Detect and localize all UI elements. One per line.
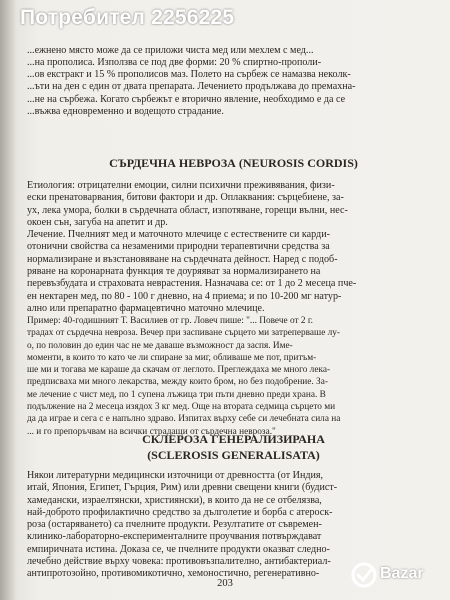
text-line: ...ъти на ден с един от двата препарата. Лечението продължава до премахна- [27,81,356,93]
cardiac-neurosis-paragraph [27,180,440,315]
watermark-text: Bazar [380,565,424,582]
text-line: ...ежнено място може да се приложи чиста мед или мехлем с мед... [27,44,314,56]
text-line: роза (остаряването) са пчелните продукти. Резултатите от съвремен- [27,519,322,531]
text-line: подължение на 2 месеца изядох 3 кг мед. Още на втората седмица сърцето ми [27,402,336,413]
text-line: ше ми и тогава ме караше да скачам от леглото. Преглеждаха ме много лека- [27,365,331,376]
text-line: ално или препаратно фармацевтично маточно млечице. [27,302,265,314]
text-line: предписваха ми много лекарства, между които бром, но без подобрение. За- [27,377,328,388]
text-line: емпиричната истина. Доказа се, че пчелните продукти оказват следно- [27,543,330,555]
text-line: итай, Япония, Египет, Гърция, Рим) или древни свещени книги (будист- [27,482,338,494]
text-line: най-доброто профилактично средство за дълголетие и борба с атероск- [27,506,333,518]
text-line: клинико-лабораторно-експерименталните проучвания потвърждават [27,531,322,543]
page-number: 203 [217,578,233,589]
example-paragraph [27,316,440,439]
bazar-logo-icon [350,561,380,589]
text-line: да да играе и сега с е напълно здраво. Изпитах върху себе си лечебната сила на [27,414,341,425]
text-line: ух, лека умора, болки в сърдечната област, изпотяване, горещи вълни, нес- [27,204,348,216]
text-line: ме лечение с чист мед, по 1 супена лъжица три пъти дневно преди храна. В [27,389,326,400]
text-line: ...не на сърбежа. Когато сърбежът е вторично явление, необходимо е да се [27,93,346,105]
text-line: Някои литературни медицински източници от древността (от Индия, [27,470,324,481]
text-line: антипротозойно, противомикотично, хемоностично, регенеративно- [27,568,320,580]
text-line: ...въжва едновременно и водещото страдание. [27,106,224,118]
text-line: лечебно действие върху човека: противовъзпалително, антибактериал- [27,556,331,568]
text-line: ен нектарен мед, по 80 - 100 г дневно, на 4 приема; и по 10-200 мг натур- [27,290,342,302]
text-line: о, по половин до един час не ме даваше възможност да заспя. Име- [27,340,293,351]
text-line: ...на прополиса. Използва се под две форми: 20 % спиртно-прополи- [27,56,322,68]
text-line: хамедански, израелтянски, християнски), в които да не се отбелязва, [27,494,322,506]
text-line: ряване на коронарната функция те доуряяват за нормализирането на [27,266,321,278]
top-paragraph [27,20,440,118]
text-line: ...ов екстракт и 15 % прополисов маз. Полето на сърбеж се намазва неколк- [27,69,351,81]
text-line: моменти, в които то като че ли спиране за миг, обливаше ме пот, притъм- [27,352,317,363]
text-line: отонични свойства са незаменими природни терапевтични средства за [27,241,330,253]
text-line: Етиология: отрицателни емоции, силни психични преживявания, физи- [27,180,335,191]
bazar-watermark [346,558,444,592]
text-line: окоен сън, загуба на апетит и др. [27,216,168,228]
text-line: перевъзбудата и страховата неврастения. Назначава се: от 1 до 2 месеца пче- [27,278,357,290]
text-line: Пример: 40-годишният Т. Василиев от гр. Ловеч пише: "... Повече от 2 г. [27,316,313,326]
book-gutter-shadow [0,0,16,600]
section-heading-sclerosis-line2: (SCLEROSIS GENERALISATA) [147,448,320,462]
text-line: нормализиране и възстановяване на сърдечната дейност. Наред с подоб- [27,253,338,265]
seller-banner: Потребител 2256225 [20,6,235,29]
section-heading-sclerosis-line1: СКЛЕРОЗА ГЕНЕРАЛИЗИРАНА [142,432,325,446]
text-line: традах от сърдечна невроза. Вечер при заспиване сърцето ми затреперваше лу- [27,328,341,339]
text-line: ески пренатоварвания, битови фактори и др. Оплаквания: сърцебиене, за- [27,192,344,204]
section-heading-cardiac-neurosis: СЪРДЕЧНА НЕВРОЗА (NEUROSIS CORDIS) [109,156,358,170]
text-line: ... и го препоръчвам на всички страдащи от сърдечна невроза." [27,426,276,437]
text-line: Лечение. Пчелният мед и маточното млечице с естествените си карди- [27,229,330,241]
